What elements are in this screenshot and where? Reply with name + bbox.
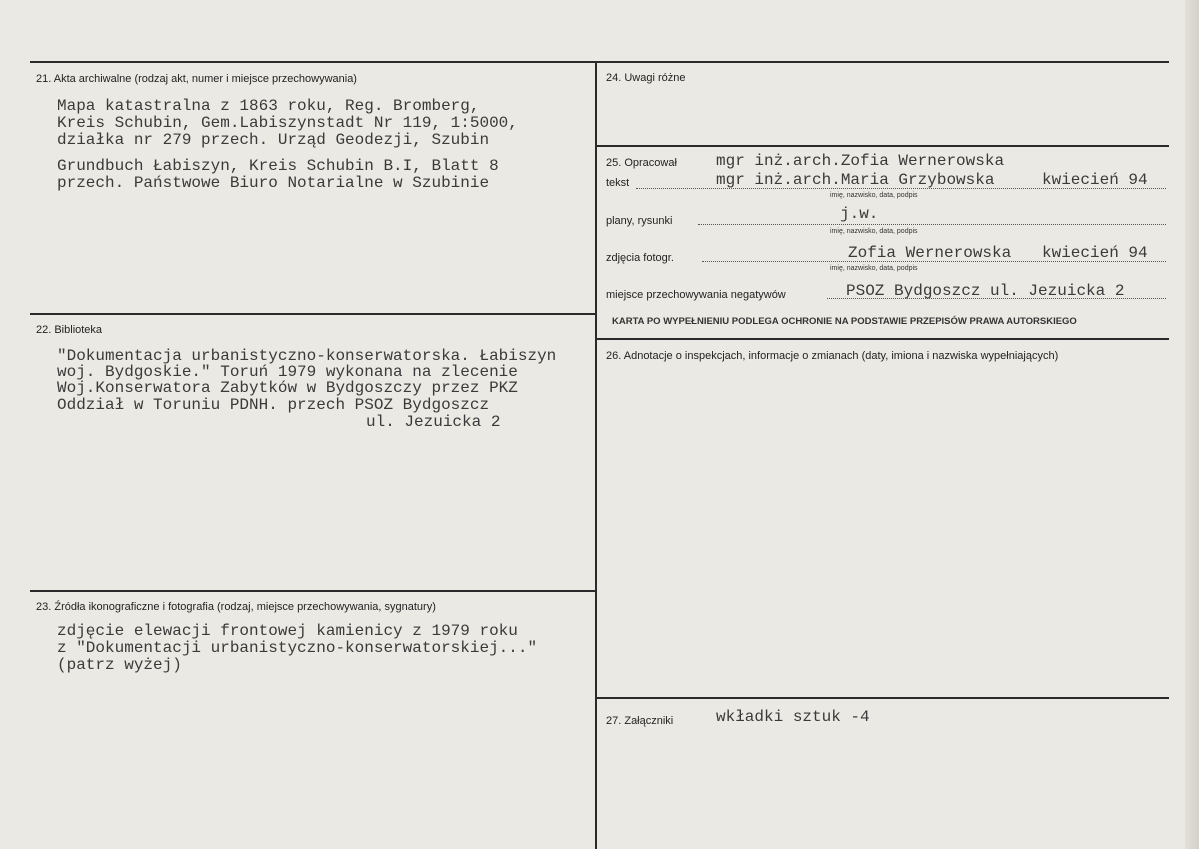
plany-value: j.w. — [840, 205, 879, 223]
section-23-line: (patrz wyżej) — [57, 656, 182, 674]
author-1-value: mgr inż.arch.Zofia Wernerowska — [716, 152, 1005, 170]
card-edge — [1185, 0, 1199, 849]
section-21-line: Kreis Schubin, Gem.Labiszynstadt Nr 119, 1:5000, — [57, 114, 518, 132]
rule-24-25 — [596, 145, 1169, 147]
section-23-label: 23. Źródła ikonograficzne i fotografia (rodzaj, miejsce przechowywania, sygnatury) — [36, 601, 436, 613]
top-rule — [30, 61, 1169, 63]
zdjecia-value: Zofia Wernerowska — [848, 244, 1012, 262]
author-2-value: mgr inż.arch.Maria Grzybowska — [716, 171, 995, 189]
center-divider — [595, 61, 597, 849]
section-21-line: Mapa katastralna z 1863 roku, Reg. Bromberg, — [57, 97, 480, 115]
section-24-label: 24. Uwagi różne — [606, 72, 686, 84]
section-22-line: Oddział w Toruniu PDNH. przech PSOZ Bydgoszcz — [57, 396, 490, 414]
section-26-label: 26. Adnotacje o inspekcjach, informacje o zmianach (daty, imiona i nazwiska wypełniających) — [606, 350, 1059, 362]
copyright-notice: KARTA PO WYPEŁNIENIU PODLEGA OCHRONIE NA PODSTAWIE PRZEPISÓW PRAWA AUTORSKIEGO — [612, 316, 1077, 327]
section-25-label: 25. Opracował — [606, 157, 677, 169]
zdjecia-hint: imię, nazwisko, data, podpis — [830, 265, 918, 272]
tekst-date-value: kwiecień 94 — [1042, 171, 1148, 189]
section-22-line: woj. Bydgoskie." Toruń 1979 wykonana na zlecenie — [57, 363, 518, 381]
section-23-line: zdjęcie elewacji frontowej kamienicy z 1979 roku — [57, 622, 518, 640]
section-23-line: z "Dokumentacji urbanistyczno-konserwatorskiej..." — [57, 639, 538, 657]
section-21-line: Grundbuch Łabiszyn, Kreis Schubin B.I, Blatt 8 — [57, 157, 499, 175]
plany-label: plany, rysunki — [606, 215, 673, 227]
section-27-label: 27. Załączniki — [606, 715, 674, 727]
rule-25-26 — [596, 338, 1169, 340]
negatywy-value: PSOZ Bydgoszcz ul. Jezuicka 2 — [846, 282, 1125, 300]
attachments-value: wkładki sztuk -4 — [716, 708, 870, 726]
section-22-line: ul. Jezuicka 2 — [366, 413, 501, 431]
section-22-label: 22. Biblioteka — [36, 324, 103, 336]
zdjecia-label: zdjęcia fotogr. — [606, 252, 674, 264]
section-21-label: 21. Akta archiwalne (rodzaj akt, numer i miejsce przechowywania) — [36, 73, 357, 85]
rule-22-23 — [30, 590, 596, 592]
plany-dotted-line — [698, 224, 1166, 225]
section-21-line: działka nr 279 przech. Urząd Geodezji, Szubin — [57, 131, 490, 149]
rule-21-22 — [30, 313, 596, 315]
section-22-line: Woj.Konserwatora Zabytków w Bydgoszczy przez PKZ — [57, 379, 518, 397]
zdjecia-date-value: kwiecień 94 — [1042, 244, 1148, 262]
plany-hint: imię, nazwisko, data, podpis — [830, 228, 918, 235]
tekst-label: tekst — [606, 177, 630, 189]
section-21-line: przech. Państwowe Biuro Notarialne w Szubinie — [57, 174, 490, 192]
tekst-hint: imię, nazwisko, data, podpis — [830, 192, 918, 199]
rule-26-27 — [596, 697, 1169, 699]
section-22-line: "Dokumentacja urbanistyczno-konserwatorska. Łabiszyn — [57, 347, 557, 365]
negatywy-label: miejsce przechowywania negatywów — [606, 289, 786, 301]
